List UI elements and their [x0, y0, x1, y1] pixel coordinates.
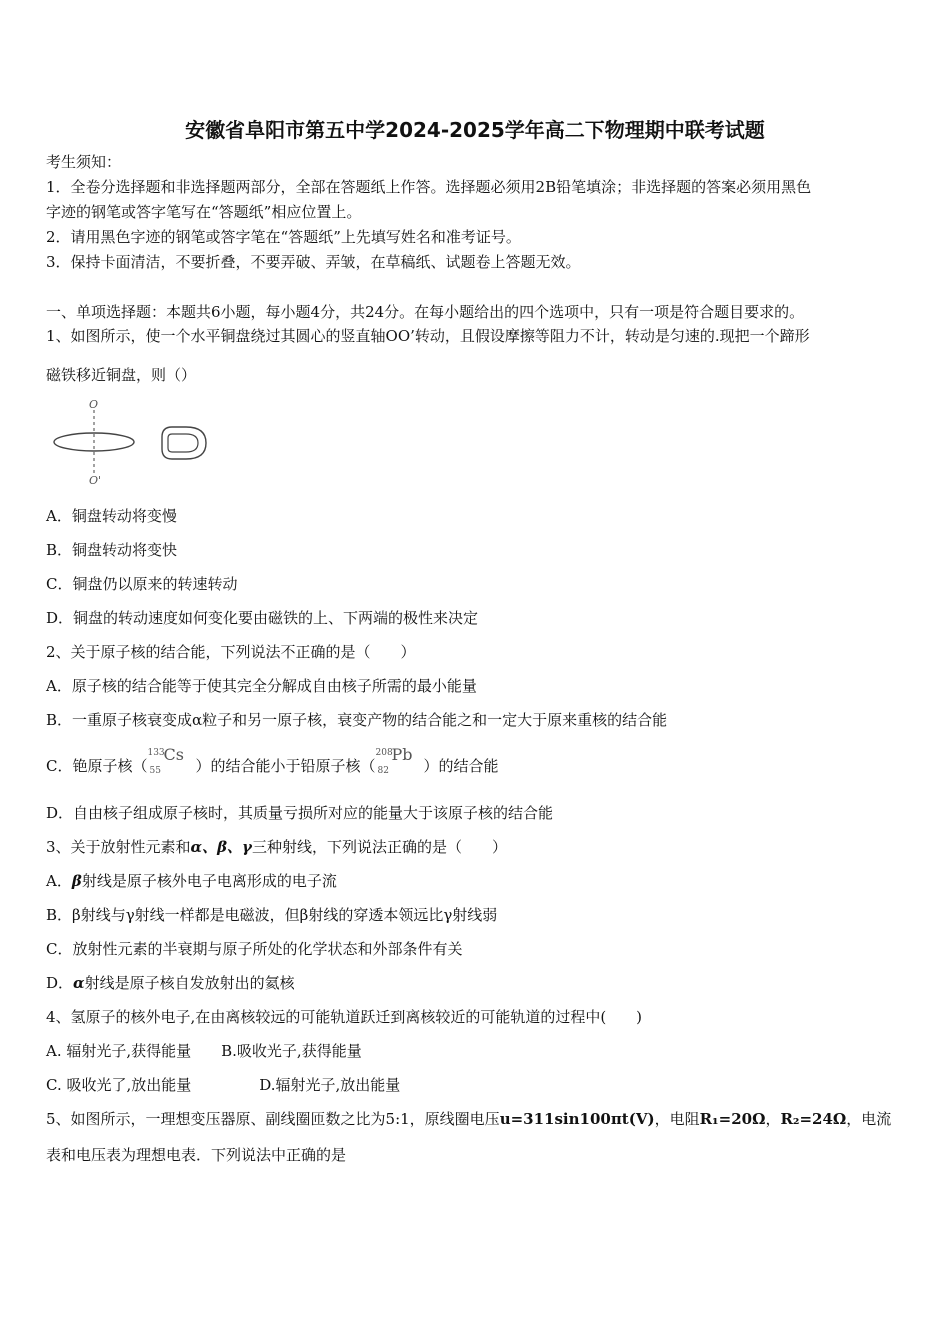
- question-3-stem-post: 三种射线，下列说法正确的是（ ）: [251, 838, 507, 856]
- option-c-prefix: C．铯原子核（: [46, 757, 148, 775]
- lead-atomic-number: 82: [377, 766, 389, 776]
- axis-label-o: O: [89, 398, 99, 411]
- question-4-option-d: D.辐射光子,放出能量: [259, 1076, 401, 1094]
- question-5-stem: [46, 1109, 891, 1129]
- question-1-option-a: A．铜盘转动将变慢: [46, 507, 177, 525]
- question-4-options-ab: [46, 1041, 362, 1061]
- notice-heading: 考生须知：: [46, 153, 122, 171]
- question-5-mid: ，电阻: [654, 1110, 700, 1128]
- cesium-symbol: Cs: [163, 745, 184, 764]
- lead-symbol: Pb: [391, 745, 413, 764]
- question-4-option-b: B.吸收光子,获得能量: [221, 1042, 362, 1060]
- question-3-option-b: B．β射线与γ射线一样都是电磁波，但β射线的穿透本领远比γ射线弱: [46, 906, 498, 924]
- option-a-prefix: A．: [46, 872, 72, 890]
- question-4-option-a: A. 辐射光子,获得能量: [46, 1042, 192, 1060]
- question-1-option-d: D．铜盘的转动速度如何变化要由磁铁的上、下两端的极性来决定: [46, 609, 479, 627]
- question-2-option-b: B．一重原子核衰变成α粒子和另一原子核，衰变产物的结合能之和一定大于原来重核的结合能: [46, 711, 668, 729]
- section-heading: 一、单项选择题：本题共6小题，每小题4分，共24分。在每小题给出的四个选项中，只有一项是符合题目要求的。: [46, 303, 805, 321]
- question-1-option-b: B．铜盘转动将变快: [46, 541, 178, 559]
- notice-item-3: 3．保持卡面清洁，不要折叠，不要弄破、弄皱，在草稿纸、试题卷上答题无效。: [46, 253, 581, 271]
- question-4-stem: 4、氢原子的核外电子,在由离核较远的可能轨道跃迁到离核较近的可能轨道的过程中( ): [46, 1008, 643, 1026]
- question-2-stem: 2、关于原子核的结合能，下列说法不正确的是（ ）: [46, 643, 416, 661]
- resistor-r2: R₂=24Ω: [780, 1110, 847, 1128]
- option-d-prefix: D．: [46, 974, 74, 992]
- voltage-formula: u=311sin100πt(V): [499, 1110, 655, 1128]
- question-5-stem-cont: 表和电压表为理想电表．下列说法中正确的是: [46, 1146, 347, 1164]
- question-5-post: ，电流: [846, 1110, 892, 1128]
- option-c-suffix: ）的结合能: [423, 757, 499, 775]
- question-4-options-cd: [46, 1075, 400, 1095]
- question-1-option-c: C．铜盘仍以原来的转速转动: [46, 575, 238, 593]
- question-2-option-a: A．原子核的结合能等于使其完全分解成自由核子所需的最小能量: [46, 677, 477, 695]
- question-5-sep: ，: [765, 1110, 781, 1128]
- option-d-text: 射线是原子核自发放射出的氦核: [84, 974, 295, 992]
- question-3-option-a: [46, 871, 337, 891]
- question-3-option-d: [46, 973, 295, 993]
- cesium-atomic-number: 55: [149, 766, 161, 776]
- option-a-text: 射线是原子核外电子电离形成的电子流: [81, 872, 337, 890]
- question-4-option-c: C. 吸收光了,放出能量: [46, 1076, 192, 1094]
- notice-item-2: 2．请用黑色字迹的钢笔或答字笔在“答题纸”上先填写姓名和准考证号。: [46, 228, 521, 246]
- question-1-stem: 1、如图所示，使一个水平铜盘绕过其圆心的竖直轴OO’转动，且假设摩擦等阻力不计，转动是匀速的.现把一个蹄形: [46, 327, 810, 345]
- axis-label-o-prime: O': [89, 474, 102, 486]
- lead-nuclide: [375, 745, 424, 777]
- question-1-stem-cont: 磁铁移近铜盘，则（）: [46, 366, 197, 384]
- option-d-greek: α: [73, 974, 85, 992]
- question-3-stem: [46, 837, 507, 857]
- lead-mass-number: 208: [375, 748, 393, 758]
- resistor-r1: R₁=20Ω: [699, 1110, 766, 1128]
- question-3-option-c: C．放射性元素的半衰期与原子所处的化学状态和外部条件有关: [46, 940, 463, 958]
- cesium-nuclide: [147, 745, 195, 777]
- question-3-stem-pre: 3、关于放射性元素和: [46, 838, 191, 856]
- notice-item-1: 1．全卷分选择题和非选择题两部分，全部在答题纸上作答。选择题必须用2B铅笔填涂；非选择题的答案必须用黑色: [46, 178, 812, 196]
- cesium-mass-number: 133: [147, 748, 165, 758]
- page-title: 安徽省阜阳市第五中学2024-2025学年高二下物理期中联考试题: [185, 118, 765, 142]
- copper-disk-magnet-figure: [46, 396, 216, 490]
- question-3-greek: α、β、γ: [190, 838, 252, 856]
- question-5-stem-pre: 5、如图所示，一理想变压器原、副线圈匝数之比为5:1，原线圈电压: [46, 1110, 500, 1128]
- notice-item-1-cont: 字迹的钢笔或答字笔写在“答题纸”相应位置上。: [46, 203, 362, 221]
- option-a-greek: β: [71, 872, 82, 890]
- question-2-option-d: D．自由核子组成原子核时，其质量亏损所对应的能量大于该原子核的结合能: [46, 804, 554, 822]
- question-2-option-c: [46, 745, 499, 777]
- option-c-middle: ）的结合能小于铅原子核（: [195, 757, 376, 775]
